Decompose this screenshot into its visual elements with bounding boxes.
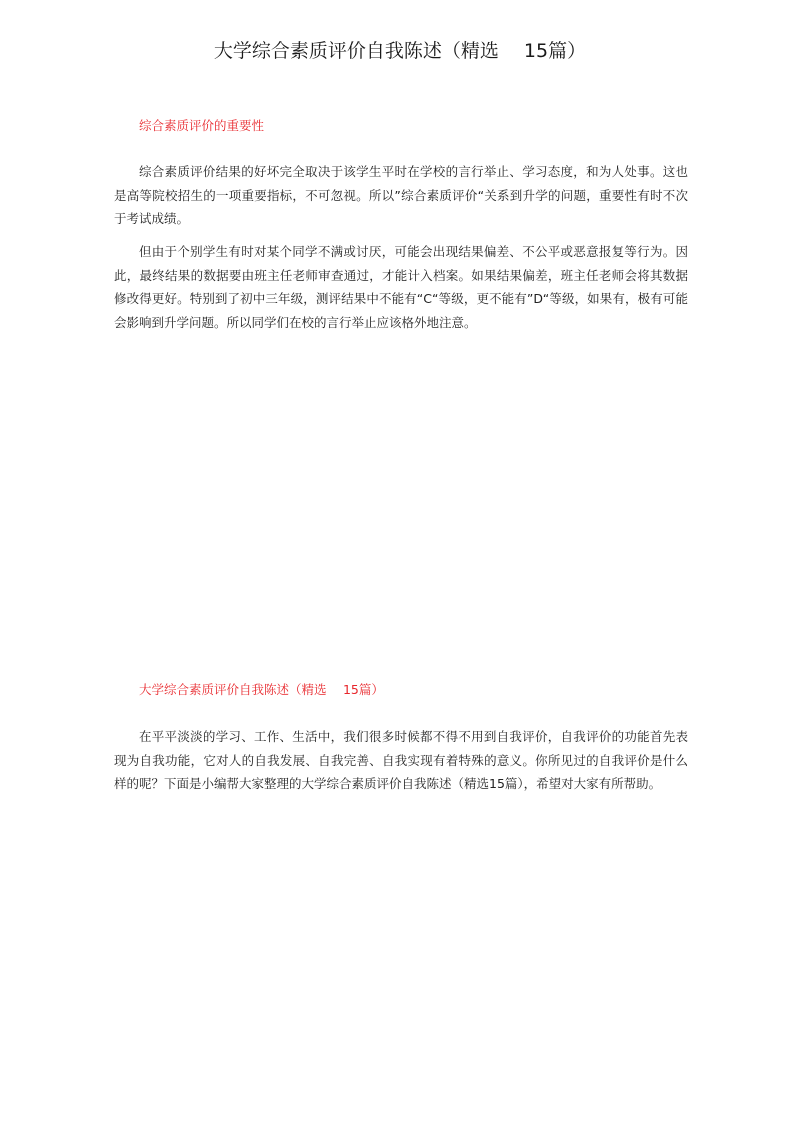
section-heading-self-statement: 大学综合素质评价自我陈述（精选 15篇） — [139, 682, 384, 697]
page-title: 大学综合素质评价自我陈述（精选 15篇） — [213, 40, 587, 62]
paragraph-importance-1: 综合素质评价结果的好坏完全取决于该学生平时在学校的言行举止、学习态度，和为人处事。这也是高等院校招生的一项重要指标，不可忽视。所以”综合素质评价“关系到升学的问题，重要性有时不次于考试成绩。 — [114, 164, 688, 226]
paragraph-intro: 在平平淡淡的学习、工作、生活中，我们很多时候都不得不用到自我评价，自我评价的功能首先表现为自我功能，它对人的自我发展、自我完善、自我实现有着特殊的意义。你所见过的自我评价是什么样的呢？下面是小编帮大家整理的大学综合素质评价自我陈述（精选15篇），希望对大家有所帮助。 — [114, 729, 688, 791]
paragraph-importance-2: 但由于个别学生有时对某个同学不满或讨厌，可能会出现结果偏差、不公平或恶意报复等行为。因此，最终结果的数据要由班主任老师审查通过，才能计入档案。如果结果偏差，班主任老师会将其数据修改得更好。特别到了初中三年级，测评结果中不能有“C“等级，更不能有”D“等级，如果有，极有可能会影响到升学问题。所以同学们在校的言行举止应该格外地注意。 — [114, 244, 688, 330]
section-heading-importance: 综合素质评价的重要性 — [139, 118, 265, 133]
